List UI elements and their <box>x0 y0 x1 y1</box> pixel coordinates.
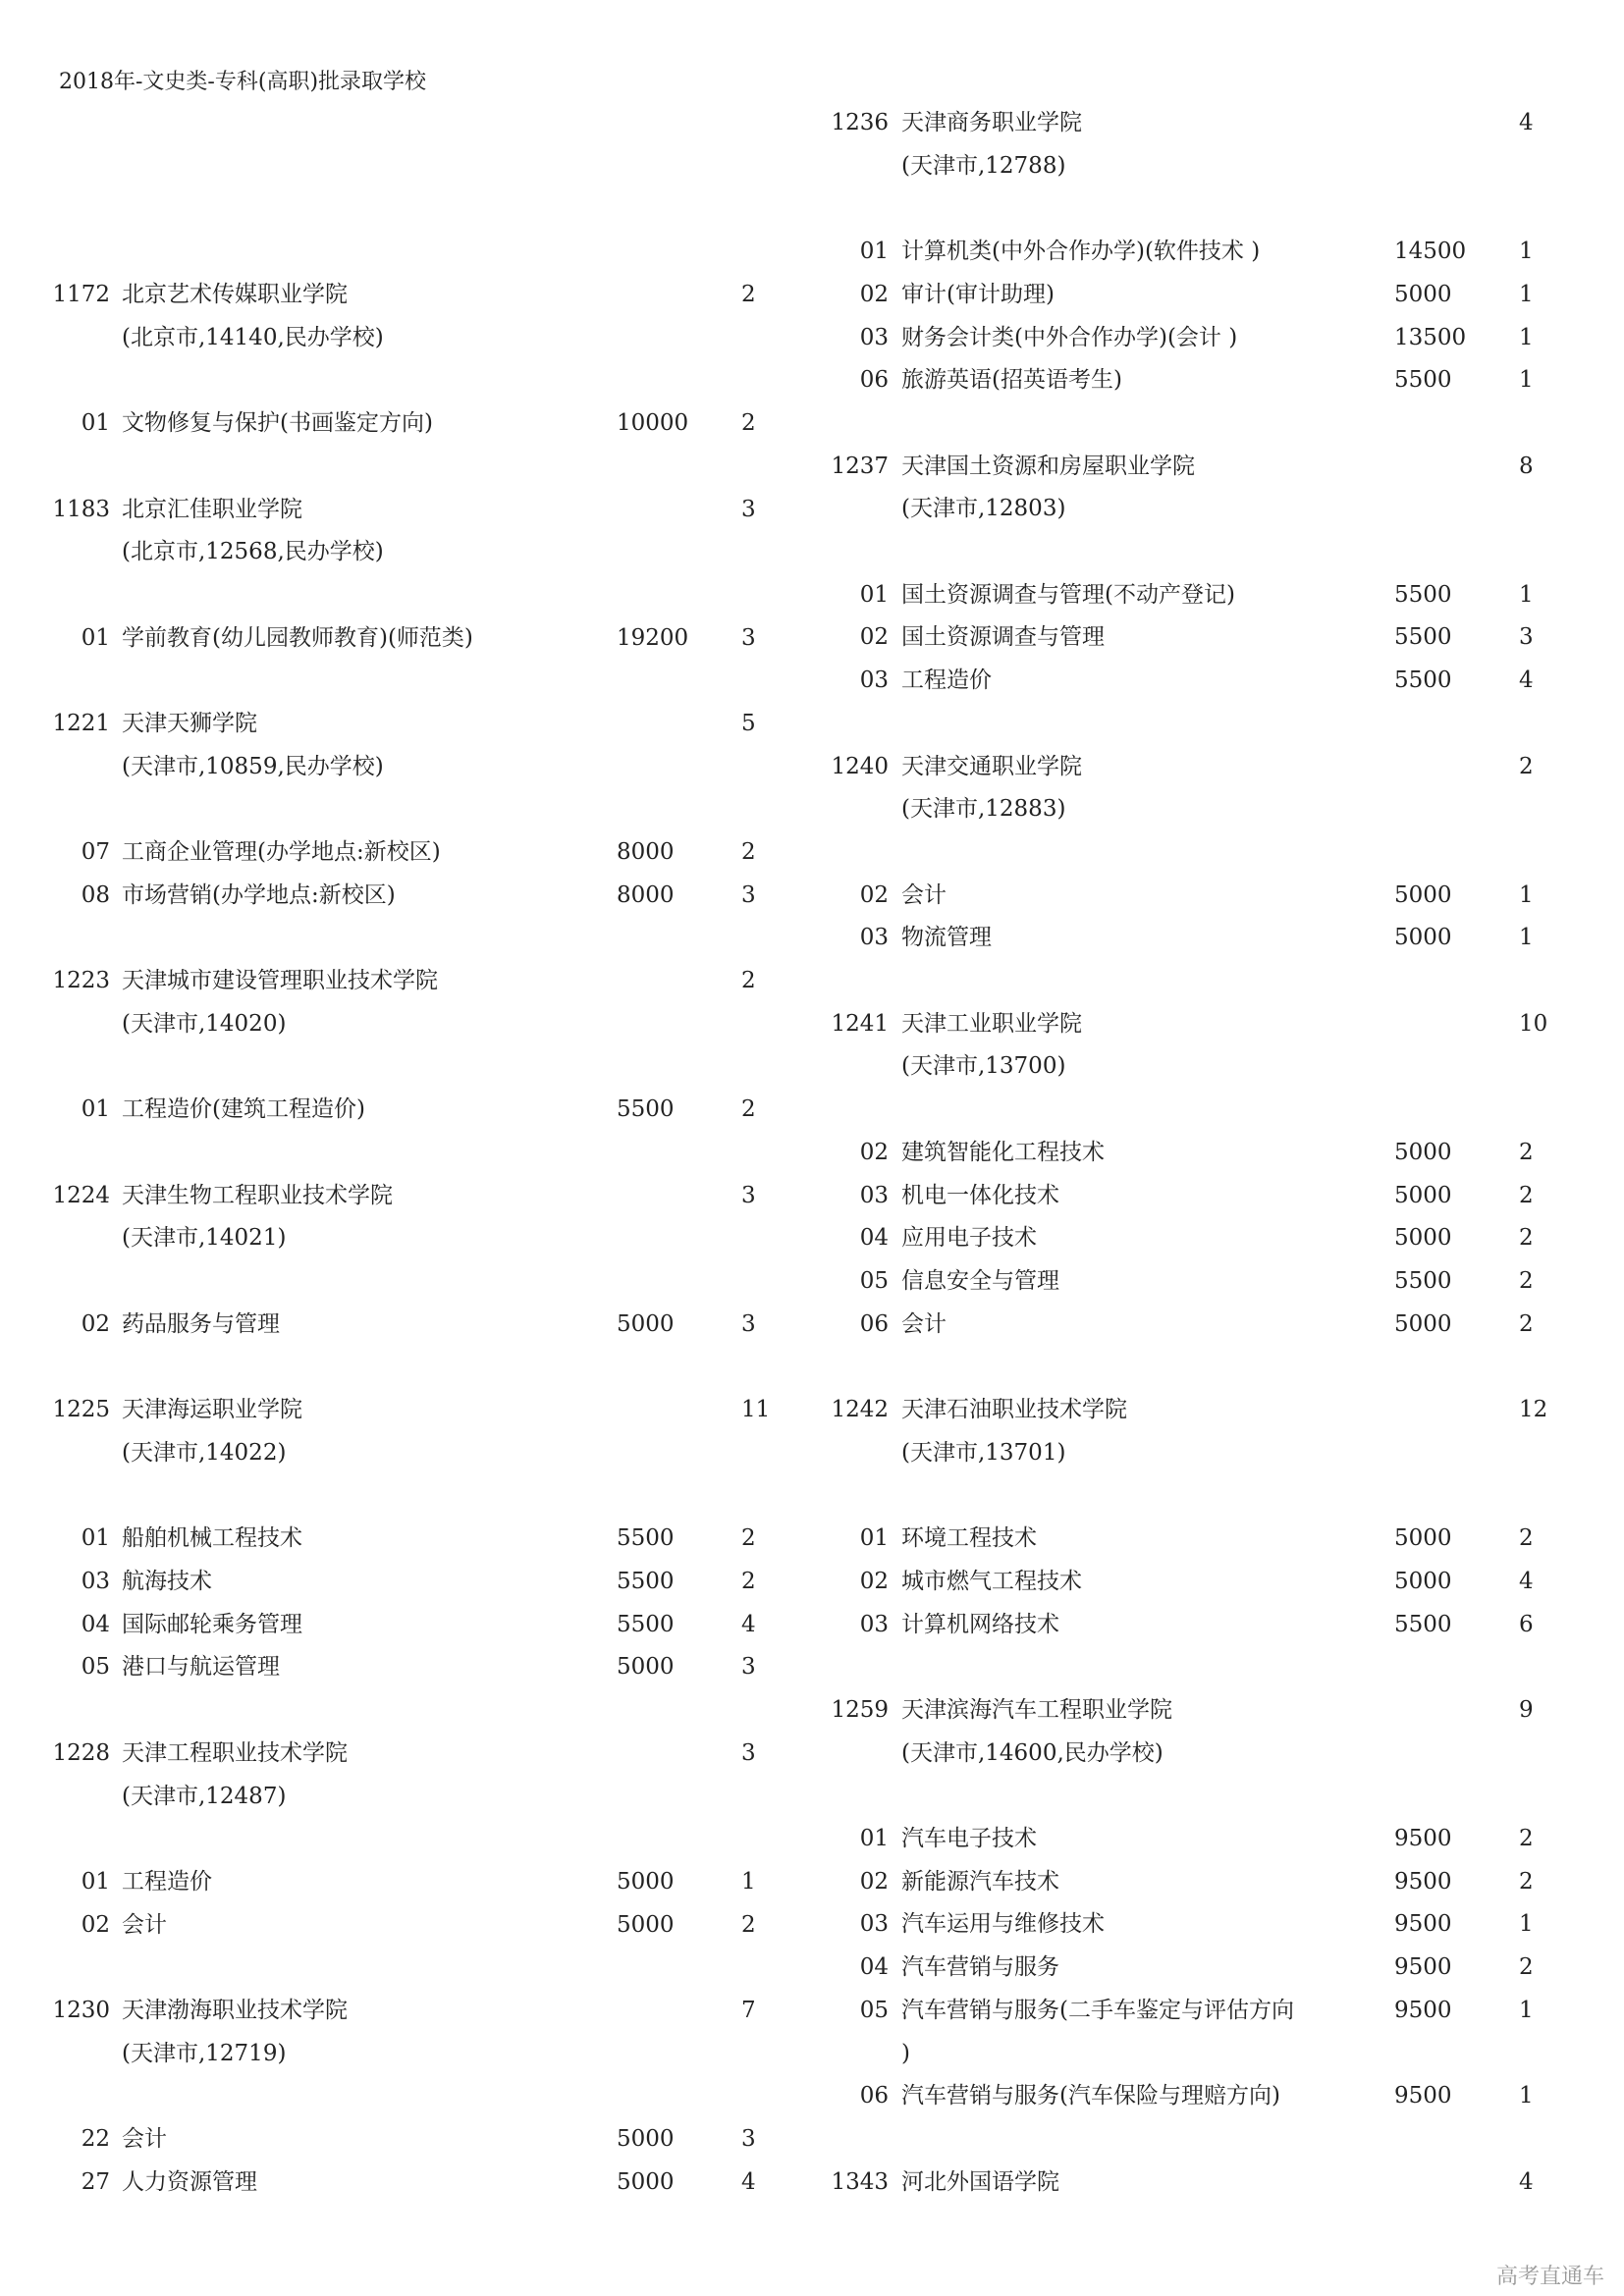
major-fee: 14500 <box>1394 239 1467 265</box>
school-name: 天津滨海汽车工程职业学院 <box>901 1696 1172 1723</box>
major-plan-count: 2 <box>741 1096 756 1123</box>
major-code: 05 <box>859 1997 889 2023</box>
major-name: 环境工程技术 <box>901 1525 1037 1552</box>
school-code: 1225 <box>52 1397 110 1423</box>
school-name: 天津商务职业学院 <box>901 110 1082 135</box>
major-code: 06 <box>859 1310 889 1337</box>
major-name: 建筑智能化工程技术 <box>901 1139 1105 1165</box>
major-name: 旅游英语(招英语考生) <box>901 367 1122 394</box>
major-fee: 9500 <box>1394 1954 1452 1981</box>
major-plan-count: 2 <box>1519 1868 1534 1895</box>
school-info: (天津市,14600,民办学校) <box>901 1739 1164 1766</box>
major-code: 03 <box>859 1911 889 1938</box>
major-code: 01 <box>859 581 889 608</box>
major-fee: 9500 <box>1394 1826 1452 1851</box>
school-info: (天津市,12487) <box>122 1783 287 1809</box>
major-plan-count: 2 <box>1519 1225 1534 1252</box>
school-plan-count: 9 <box>1519 1696 1534 1723</box>
major-plan-count: 1 <box>1519 367 1534 394</box>
major-code: 03 <box>859 925 889 951</box>
major-name: 会计 <box>122 1911 167 1938</box>
major-plan-count: 1 <box>1519 1911 1534 1938</box>
major-fee: 5500 <box>1394 624 1452 651</box>
major-name: 船舶机械工程技术 <box>122 1525 302 1552</box>
school-plan-count: 5 <box>741 711 756 736</box>
school-code: 1236 <box>831 110 889 135</box>
major-name: 国际邮轮乘务管理 <box>122 1611 302 1637</box>
major-name: 汽车营销与服务(二手车鉴定与评估方向 <box>901 1997 1294 2023</box>
major-plan-count: 1 <box>1519 239 1534 265</box>
school-name: 天津渤海职业技术学院 <box>122 1998 348 2023</box>
major-plan-count: 2 <box>1519 1267 1534 1294</box>
major-plan-count: 6 <box>1519 1611 1534 1637</box>
school-code: 1172 <box>52 282 110 307</box>
major-plan-count: 2 <box>1519 1954 1534 1981</box>
major-code: 22 <box>81 2126 110 2153</box>
major-name: 港口与航运管理 <box>122 1654 280 1681</box>
school-plan-count: 4 <box>1519 2168 1534 2195</box>
major-fee: 9500 <box>1394 1911 1452 1938</box>
major-plan-count: 2 <box>741 410 756 437</box>
watermark: 高考直通车 <box>1495 2265 1604 2289</box>
major-name: 汽车电子技术 <box>901 1826 1037 1851</box>
major-name: 计算机网络技术 <box>901 1611 1059 1637</box>
major-fee: 5000 <box>617 1868 675 1895</box>
major-fee: 5500 <box>1394 367 1452 394</box>
major-plan-count: 1 <box>1519 281 1534 307</box>
school-plan-count: 10 <box>1519 1010 1548 1037</box>
major-plan-count: 3 <box>741 1310 756 1337</box>
major-name: 汽车运用与维修技术 <box>901 1911 1105 1938</box>
school-plan-count: 3 <box>741 1739 756 1766</box>
major-plan-count: 2 <box>741 1525 756 1552</box>
school-code: 1241 <box>831 1010 889 1037</box>
major-name: 学前教育(幼儿园教师教育)(师范类) <box>122 624 473 651</box>
major-name: 工程造价 <box>901 667 992 694</box>
major-plan-count: 2 <box>1519 1182 1534 1208</box>
major-plan-count: 1 <box>1519 925 1534 951</box>
major-name: 汽车营销与服务(汽车保险与理赔方向) <box>901 2083 1280 2109</box>
major-fee: 13500 <box>1394 324 1467 350</box>
major-code: 02 <box>859 1568 889 1594</box>
major-code: 01 <box>859 239 889 265</box>
major-code: 03 <box>859 1611 889 1637</box>
school-name: 天津国土资源和房屋职业学院 <box>901 453 1195 479</box>
major-code: 02 <box>81 1911 110 1938</box>
school-info: (天津市,14022) <box>122 1439 287 1466</box>
major-code: 01 <box>81 1525 110 1552</box>
school-code: 1242 <box>831 1397 889 1422</box>
school-info: (天津市,13700) <box>901 1053 1066 1080</box>
major-plan-count: 3 <box>741 1654 756 1681</box>
school-name: 天津海运职业学院 <box>122 1397 302 1423</box>
major-plan-count: 2 <box>1519 1139 1534 1165</box>
major-fee: 5500 <box>1394 581 1452 608</box>
major-fee: 9500 <box>1394 1868 1452 1895</box>
major-name: 会计 <box>901 881 947 908</box>
major-code: 04 <box>859 1954 889 1981</box>
major-code: 06 <box>859 2083 889 2109</box>
major-fee: 5000 <box>1394 1568 1452 1594</box>
major-plan-count: 2 <box>741 1569 756 1594</box>
page-title: 2018年-文史类-专科(高职)批录取学校 <box>59 70 427 94</box>
major-plan-count: 2 <box>1519 1525 1534 1552</box>
major-code: 02 <box>859 281 889 307</box>
major-name: 工商企业管理(办学地点:新校区) <box>122 839 441 866</box>
major-plan-count: 1 <box>1519 581 1534 608</box>
major-plan-count: 1 <box>741 1868 756 1895</box>
major-name: 财务会计类(中外合作办学)(会计 ) <box>901 324 1238 350</box>
major-name: 工程造价 <box>122 1868 212 1895</box>
major-fee: 5500 <box>1394 1267 1452 1294</box>
school-plan-count: 12 <box>1519 1397 1548 1422</box>
school-name: 天津工程职业技术学院 <box>122 1739 348 1766</box>
school-plan-count: 3 <box>741 496 756 522</box>
major-code: 03 <box>859 324 889 350</box>
major-code: 27 <box>81 2168 110 2195</box>
major-code: 06 <box>859 367 889 394</box>
school-name: 河北外国语学院 <box>901 2168 1059 2195</box>
school-plan-count: 11 <box>741 1397 771 1423</box>
major-name: 会计 <box>122 2126 167 2153</box>
major-code: 03 <box>859 1182 889 1208</box>
major-fee: 5000 <box>1394 1139 1452 1165</box>
major-name: 审计(审计助理) <box>901 281 1055 307</box>
major-plan-count: 4 <box>741 1611 756 1637</box>
major-code: 01 <box>81 1096 110 1123</box>
school-name: 北京汇佳职业学院 <box>122 496 302 522</box>
major-name: 计算机类(中外合作办学)(软件技术 ) <box>901 239 1261 265</box>
school-info: (天津市,14020) <box>122 1010 287 1037</box>
school-plan-count: 4 <box>1519 110 1534 135</box>
major-code: 01 <box>81 624 110 651</box>
major-fee: 5000 <box>617 1654 675 1681</box>
major-fee: 9500 <box>1394 1997 1452 2023</box>
school-code: 1228 <box>52 1739 110 1766</box>
major-code: 02 <box>859 881 889 908</box>
school-info: (天津市,12883) <box>901 796 1066 823</box>
school-name: 天津交通职业学院 <box>901 753 1082 779</box>
school-plan-count: 2 <box>741 282 756 307</box>
major-fee: 5500 <box>617 1611 675 1637</box>
school-plan-count: 2 <box>1519 753 1534 779</box>
major-fee: 5000 <box>617 2168 675 2195</box>
school-plan-count: 2 <box>741 968 756 994</box>
school-info: (北京市,14140,民办学校) <box>122 324 384 350</box>
school-name: 天津石油职业技术学院 <box>901 1397 1127 1422</box>
major-plan-count: 3 <box>1519 624 1534 651</box>
major-code: 01 <box>859 1826 889 1851</box>
major-fee: 9500 <box>1394 2083 1452 2109</box>
major-name: 药品服务与管理 <box>122 1310 280 1337</box>
school-code: 1221 <box>52 711 110 736</box>
school-info: (天津市,12788) <box>901 152 1066 179</box>
school-code: 1223 <box>52 968 110 994</box>
major-name: 文物修复与保护(书画鉴定方向) <box>122 410 433 437</box>
major-name: 应用电子技术 <box>901 1225 1037 1252</box>
major-name: 工程造价(建筑工程造价) <box>122 1096 365 1123</box>
major-plan-count: 2 <box>1519 1826 1534 1851</box>
major-name: 机电一体化技术 <box>901 1182 1059 1208</box>
major-name: 新能源汽车技术 <box>901 1868 1059 1895</box>
major-code: 02 <box>859 1139 889 1165</box>
major-plan-count: 2 <box>741 839 756 866</box>
major-plan-count: 3 <box>741 624 756 651</box>
major-code: 07 <box>81 839 110 866</box>
school-info: (天津市,10859,民办学校) <box>122 753 384 779</box>
major-code: 05 <box>859 1267 889 1294</box>
school-code: 1259 <box>831 1696 889 1723</box>
major-code: 03 <box>859 667 889 694</box>
major-name: 市场营销(办学地点:新校区) <box>122 881 396 908</box>
major-name: 人力资源管理 <box>122 2168 257 2195</box>
major-code: 01 <box>859 1525 889 1552</box>
school-plan-count: 3 <box>741 1182 756 1208</box>
major-name: 信息安全与管理 <box>901 1267 1059 1294</box>
major-code: 01 <box>81 1868 110 1895</box>
major-code: 04 <box>81 1611 110 1637</box>
major-fee: 8000 <box>617 839 675 866</box>
school-name: 北京艺术传媒职业学院 <box>122 282 348 307</box>
major-name: 城市燃气工程技术 <box>901 1568 1082 1594</box>
major-fee: 5000 <box>1394 925 1452 951</box>
school-code: 1224 <box>52 1182 110 1208</box>
major-name: 国土资源调查与管理 <box>901 624 1105 651</box>
major-code: 03 <box>81 1569 110 1594</box>
school-info: (天津市,13701) <box>901 1439 1066 1466</box>
major-fee: 5000 <box>1394 1225 1452 1252</box>
school-plan-count: 8 <box>1519 453 1534 479</box>
major-plan-count: 3 <box>741 881 756 908</box>
major-fee: 5000 <box>1394 881 1452 908</box>
major-plan-count: 2 <box>1519 1310 1534 1337</box>
major-fee: 5000 <box>1394 1525 1452 1552</box>
major-fee: 5500 <box>617 1096 675 1123</box>
major-fee: 5500 <box>1394 1611 1452 1637</box>
major-plan-count: 4 <box>1519 1568 1534 1594</box>
school-code: 1240 <box>831 753 889 779</box>
major-plan-count: 2 <box>741 1911 756 1938</box>
major-fee: 5500 <box>617 1525 675 1552</box>
major-plan-count: 1 <box>1519 2083 1534 2109</box>
major-code: 08 <box>81 881 110 908</box>
school-name: 天津生物工程职业技术学院 <box>122 1182 393 1208</box>
major-fee: 5500 <box>617 1569 675 1594</box>
major-plan-count: 4 <box>741 2168 756 2195</box>
school-name: 天津城市建设管理职业技术学院 <box>122 968 438 994</box>
major-fee: 19200 <box>617 624 689 651</box>
major-fee: 5000 <box>617 1310 675 1337</box>
major-code: 05 <box>81 1654 110 1681</box>
major-code: 02 <box>859 624 889 651</box>
major-name: 汽车营销与服务 <box>901 1954 1059 1981</box>
major-fee: 5500 <box>1394 667 1452 694</box>
major-code: 02 <box>81 1310 110 1337</box>
school-info: (北京市,12568,民办学校) <box>122 539 384 565</box>
major-name: 会计 <box>901 1310 947 1337</box>
major-fee: 5000 <box>1394 1182 1452 1208</box>
major-name: 物流管理 <box>901 925 992 951</box>
major-code: 02 <box>859 1868 889 1895</box>
school-code: 1237 <box>831 453 889 479</box>
major-fee: 5000 <box>617 2126 675 2153</box>
school-name: 天津天狮学院 <box>122 711 257 736</box>
major-fee: 8000 <box>617 881 675 908</box>
school-code: 1343 <box>831 2168 889 2195</box>
major-plan-count: 3 <box>741 2126 756 2153</box>
major-plan-count: 4 <box>1519 667 1534 694</box>
major-fee: 5000 <box>1394 1310 1452 1337</box>
school-code: 1183 <box>52 496 110 522</box>
major-plan-count: 1 <box>1519 1997 1534 2023</box>
major-plan-count: 1 <box>1519 881 1534 908</box>
major-fee: 5000 <box>1394 281 1452 307</box>
major-name-continued: ) <box>901 2040 910 2066</box>
major-code: 04 <box>859 1225 889 1252</box>
school-code: 1230 <box>52 1998 110 2023</box>
school-info: (天津市,14021) <box>122 1225 287 1252</box>
major-name: 国土资源调查与管理(不动产登记) <box>901 581 1235 608</box>
major-name: 航海技术 <box>122 1569 212 1594</box>
school-info: (天津市,12803) <box>901 496 1066 522</box>
school-plan-count: 7 <box>741 1998 756 2023</box>
major-code: 01 <box>81 410 110 437</box>
school-name: 天津工业职业学院 <box>901 1010 1082 1037</box>
major-fee: 10000 <box>617 410 689 437</box>
school-info: (天津市,12719) <box>122 2040 287 2066</box>
major-plan-count: 1 <box>1519 324 1534 350</box>
major-fee: 5000 <box>617 1911 675 1938</box>
